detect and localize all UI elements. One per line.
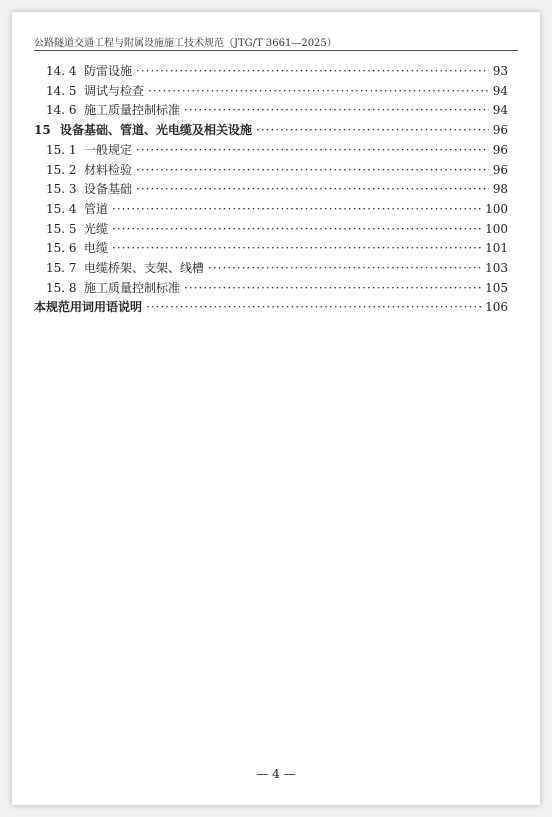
toc-entry-title: 本规范用词用语说明 bbox=[34, 300, 143, 315]
toc-leader-dots bbox=[136, 141, 489, 161]
running-header: 公路隧道交通工程与附属设施施工技术规范（JTG/T 3661—2025） bbox=[34, 38, 337, 49]
toc-entry-page: 96 bbox=[492, 142, 508, 157]
toc-entry[interactable] bbox=[46, 161, 508, 181]
toc-entry-title: 电缆 bbox=[84, 241, 109, 256]
toc-entry-page: 96 bbox=[492, 162, 508, 177]
toc-entry-number: 15. 8 bbox=[46, 280, 77, 295]
toc-leader-dots bbox=[184, 101, 489, 121]
toc-entry-number: 15. 3 bbox=[46, 182, 77, 197]
toc-leader-dots bbox=[148, 82, 489, 102]
toc-entry-page: 103 bbox=[485, 261, 508, 275]
toc-entry-number: 15. 7 bbox=[46, 261, 77, 275]
toc-leader-dots bbox=[208, 259, 481, 279]
toc-entry-title: 施工质量控制标准 bbox=[84, 280, 181, 295]
toc-entry-page: 94 bbox=[492, 83, 508, 98]
toc-entry-page: 98 bbox=[492, 182, 508, 197]
toc-entry-page: 106 bbox=[485, 300, 508, 315]
toc-entry[interactable] bbox=[46, 259, 508, 279]
toc-entry-page: 96 bbox=[492, 123, 508, 138]
toc-entry-page: 93 bbox=[492, 64, 508, 78]
document-page bbox=[12, 12, 540, 805]
toc-entry-page: 94 bbox=[492, 103, 508, 118]
toc-entry-title: 设备基础、管道、光电缆及相关设施 bbox=[60, 123, 253, 138]
toc-entry-title: 一般规定 bbox=[84, 142, 133, 157]
toc-entry-title: 调试与检查 bbox=[84, 83, 145, 98]
toc-entry[interactable] bbox=[46, 220, 508, 240]
toc-entry-page: 100 bbox=[485, 221, 508, 236]
toc-entry-number: 14. 4 bbox=[46, 64, 77, 78]
toc-entry-title: 设备基础 bbox=[84, 182, 133, 197]
page-number-footer: — 4 — bbox=[256, 767, 296, 781]
toc-entry[interactable] bbox=[46, 62, 508, 82]
toc-leader-dots bbox=[136, 180, 489, 200]
toc-chapter-entry[interactable] bbox=[34, 121, 508, 141]
toc-leader-dots bbox=[184, 279, 481, 299]
toc-entry-title: 材料检验 bbox=[84, 162, 133, 177]
toc-entry[interactable] bbox=[46, 101, 508, 121]
toc-entry-number: 15. 6 bbox=[46, 241, 77, 256]
toc-entry-title: 防雷设施 bbox=[84, 64, 133, 78]
toc-entry-page: 100 bbox=[485, 201, 508, 216]
toc-chapter-entry[interactable] bbox=[34, 298, 508, 318]
toc-leader-dots bbox=[136, 62, 489, 82]
toc-entry-number: 15. 5 bbox=[46, 221, 77, 236]
toc-entry-page: 105 bbox=[485, 280, 508, 295]
toc-leader-dots bbox=[112, 239, 481, 259]
toc-entry-title: 施工质量控制标准 bbox=[84, 103, 181, 118]
toc-leader-dots bbox=[256, 121, 489, 141]
toc-entry-title: 光缆 bbox=[84, 221, 109, 236]
toc-entry[interactable] bbox=[46, 141, 508, 161]
toc-leader-dots bbox=[112, 200, 481, 220]
toc-entry[interactable] bbox=[46, 82, 508, 102]
header-rule bbox=[34, 50, 518, 51]
toc-entry-title: 电缆桥架、支架、线槽 bbox=[84, 261, 205, 275]
toc-entry-number: 15. 2 bbox=[46, 162, 77, 177]
toc-leader-dots bbox=[112, 220, 481, 240]
toc-entry-number: 15. 1 bbox=[46, 142, 77, 157]
toc-entry-number: 14. 5 bbox=[46, 83, 77, 98]
toc-leader-dots bbox=[136, 161, 489, 181]
toc-entry-title: 管道 bbox=[84, 201, 109, 216]
toc-leader-dots bbox=[146, 298, 481, 318]
toc-entry[interactable] bbox=[46, 279, 508, 299]
toc-entry[interactable] bbox=[46, 180, 508, 200]
toc-entry-number: 15 bbox=[34, 123, 51, 138]
toc-entry-number: 14. 6 bbox=[46, 103, 77, 118]
toc-entry[interactable] bbox=[46, 239, 508, 259]
toc-entry-page: 101 bbox=[485, 241, 508, 256]
toc-entry-number: 15. 4 bbox=[46, 201, 77, 216]
toc-entry[interactable] bbox=[46, 200, 508, 220]
